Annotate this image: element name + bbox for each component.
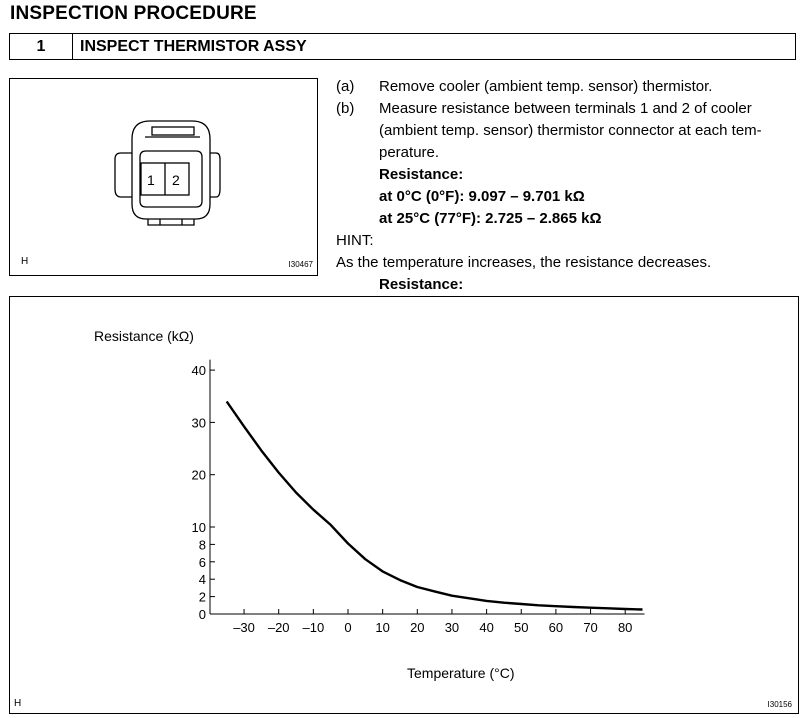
x-tick-label: 70: [583, 620, 598, 635]
terminal-1-label: 1: [147, 172, 155, 188]
x-tick-label: 40: [479, 620, 494, 635]
y-tick-label: 6: [198, 554, 206, 570]
y-tick-label: 0: [198, 607, 206, 622]
chart-ticks: [192, 363, 633, 635]
figure-id: I30467: [288, 260, 313, 269]
y-axis-label: Resistance (kΩ): [94, 328, 194, 344]
resistance-graph-figure: [9, 296, 799, 714]
x-tick-label: 20: [410, 620, 425, 635]
step-title: INSPECT THERMISTOR ASSY: [80, 38, 307, 55]
chart-series: [227, 402, 643, 610]
connector-figure: [9, 78, 318, 276]
x-tick-label: –10: [302, 620, 325, 635]
x-tick-label: 0: [344, 620, 352, 635]
page-title: INSPECTION PROCEDURE: [10, 3, 257, 24]
step-b-line2: (ambient temp. sensor) thermistor connector at each tem-: [379, 122, 762, 139]
step-b-line3: perature.: [379, 144, 440, 161]
hint-text: As the temperature increases, the resistance decreases.: [336, 254, 712, 271]
y-tick-label: 20: [191, 467, 206, 483]
chart-axes: [210, 360, 645, 614]
x-tick-label: 30: [444, 620, 460, 635]
figure-corner-label: H: [14, 698, 22, 709]
connector-illustration: [10, 79, 317, 275]
y-tick-label: 2: [198, 589, 206, 605]
x-tick-label: –20: [267, 620, 290, 635]
hint-label: HINT:: [336, 232, 374, 249]
x-tick-label: 50: [514, 620, 529, 635]
step-a-text: Remove cooler (ambient temp. sensor) thermistor.: [379, 78, 713, 95]
terminal-2-label: 2: [172, 172, 180, 188]
x-tick-label: 60: [548, 620, 564, 635]
y-tick-label: 40: [191, 363, 206, 379]
resistance-heading-2: Resistance:: [379, 276, 464, 293]
step-number: 1: [10, 34, 73, 59]
y-tick-label: 4: [198, 572, 206, 588]
figure-corner-label: H: [21, 256, 29, 267]
x-tick-label: –30: [233, 620, 255, 635]
figure-id: I30156: [767, 700, 792, 709]
x-tick-label: 10: [375, 620, 390, 635]
spec-25c: at 25°C (77°F): 2.725 – 2.865 kΩ: [379, 210, 602, 227]
step-b-marker: (b): [336, 100, 355, 117]
y-tick-label: 10: [191, 520, 206, 535]
x-tick-label: 80: [617, 620, 633, 635]
y-tick-label: 8: [198, 537, 206, 553]
step-b-line1: Measure resistance between terminals 1 and 2 of cooler: [379, 100, 752, 117]
step-header: [9, 33, 796, 60]
spec-0c: at 0°C (0°F): 9.097 – 9.701 kΩ: [379, 188, 585, 205]
resistance-chart: [10, 297, 798, 713]
step-a-marker: (a): [336, 78, 355, 95]
x-axis-label: Temperature (°C): [407, 665, 515, 681]
resistance-heading: Resistance:: [379, 166, 464, 183]
resistance-curve: [227, 402, 643, 610]
y-tick-label: 30: [191, 415, 206, 431]
